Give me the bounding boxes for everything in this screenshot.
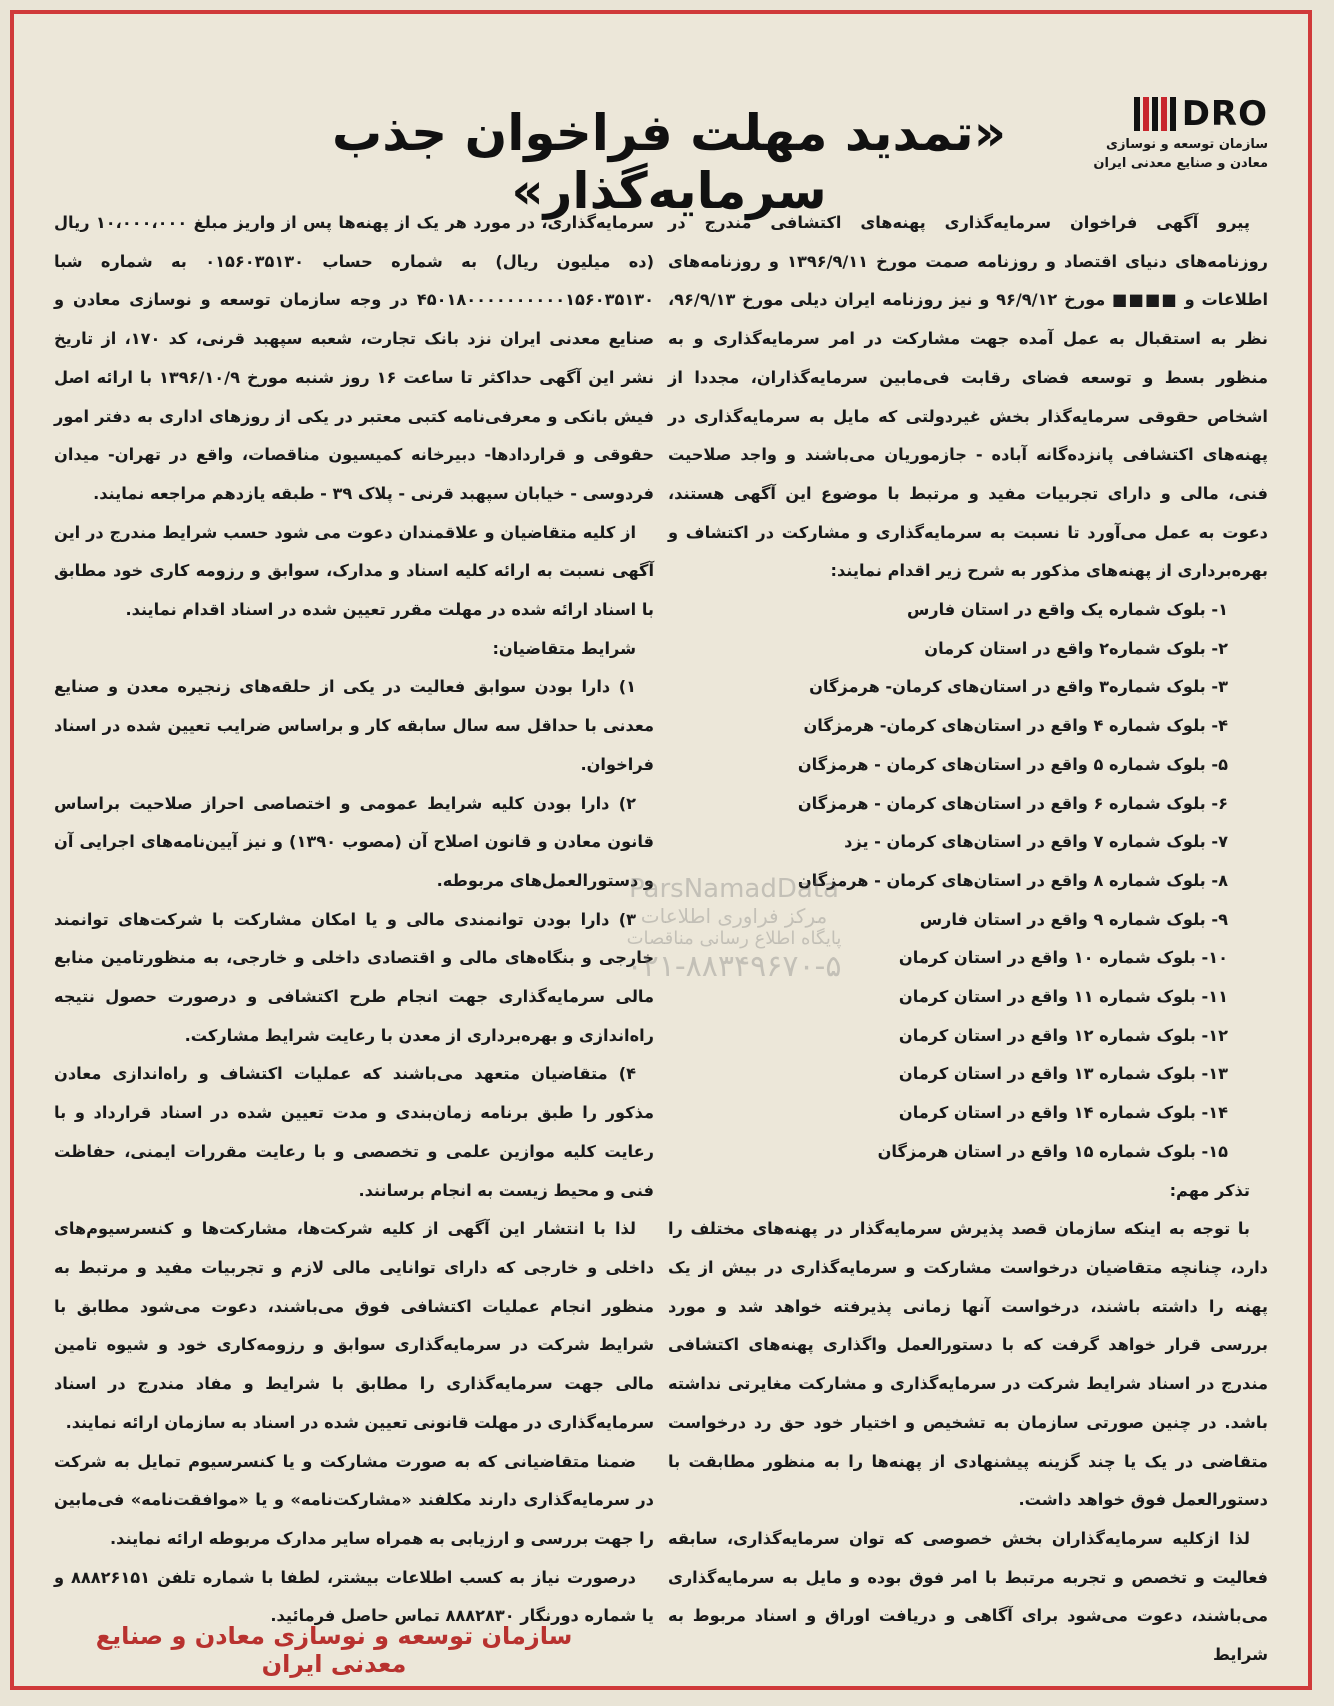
list-item: ۷- بلوک شماره ۷ واقع در استان‌های کرمان - یزد [844,832,1228,852]
note-heading: تذکر مهم: [1169,1180,1250,1200]
conditions-heading: شرایط متقاضیان: [492,638,636,658]
list-item: ۱- بلوک شماره یک واقع در استان فارس [906,600,1228,620]
list-item: ۱۰- بلوک شماره ۱۰ واقع در استان کرمان [898,948,1228,968]
invitation-paragraph: از کلیه متقاضیان و علاقمندان دعوت می شود حسب شرایط مندرج در این آگهی نسبت به ارائه کلیه اسناد و مدارک، سوابق و رزومه کاری خود مطابق با اسناد ارائه شده در مهلت مقرر تعیین شده در اسناد اقدام نمایند. [54,522,654,620]
list-item: ۱۵- بلوک شماره ۱۵ واقع در استان هرمزگان [877,1141,1228,1161]
list-item: ۵- بلوک شماره ۵ واقع در استان‌های کرمان - هرمزگان [797,754,1228,774]
call-paragraph: لذا با انتشار این آگهی از کلیه شرکت‌ها، مشارکت‌ها و کنسرسیوم‌های داخلی و خارجی که دارای توانایی مالی لازم و تجربیات مفید و مرتبط به منظور انجام عملیات اکتشافی فوق می‌باشند، دعوت می‌شود مطابق با شرایط شرکت در سرمایه‌گذاری سوابق و رزومه‌کاری خود و شیوه تامین مالی جهت سرمایه‌گذاری را مطابق با شرایط و مفاد مندرج در اسناد سرمایه‌گذاری در مهلت قانونی تعیین شده در اسناد به سازمان ارائه نمایند. [54,1219,654,1432]
header [14,74,1308,220]
condition-item: ۱) دارا بودن سوابق فعالیت در یکی از حلقه‌های زنجیره معدن و صنایع معدنی با حداقل سه سال سابقه کار و براساس ضرایب تعیین شده در اسناد فراخوان. [54,677,654,774]
left-column [54,204,654,1636]
block-list [668,591,1268,1172]
payment-paragraph: سرمایه‌گذاری، در مورد هر یک از پهنه‌ها پس از واریز مبلغ ۱۰،۰۰۰،۰۰۰ ریال (ده میلیون ریال) به شماره حساب ۰۱۵۶۰۳۵۱۳۰ به شماره شبا ۴۵۰۱۸۰۰۰۰۰۰۰۰۰۰۱۵۶۰۳۵۱۳۰ در وجه سازمان توسعه و نوسازی معادن و صنایع معدنی ایران نزد بانک تجارت، شعبه سپهبد قرنی، کد ۱۷۰، از تاریخ نشر این آگهی حداکثر تا ساعت ۱۶ روز شنبه مورخ ۱۳۹۶/۱۰/۹ با ارائه اصل فیش بانکی و معرفی‌نامه کتبی معتبر در یکی از روزهای اداری به دفتر امور حقوقی و قراردادها- دبیرخانه کمیسیون مناقصات، واقع در تهران- میدان فردوسی - خیابان سپهبد قرنی - پلاک ۳۹ - طبقه یازدهم مراجعه نمایند. [54,213,655,503]
contact-paragraph: درصورت نیاز به کسب اطلاعات بیشتر، لطفا با شماره تلفن ۸۸۸۲۶۱۵۱ و یا شماره دورنگار ۸۸۸۲۸۳۰ تماس حاصل فرمائید. [54,1567,654,1626]
list-item: ۸- بلوک شماره ۸ واقع در استان‌های کرمان - هرمزگان [797,870,1228,890]
page-title: «تمدید مهلت فراخوان جذب سرمایه‌گذار» [332,104,1006,220]
consortium-paragraph: ضمنا متقاضیانی که به صورت مشارکت و یا کنسرسیوم تمایل به شرکت در سرمایه‌گذاری دارند مکلفند «مشارکت‌نامه» و یا «موافقت‌نامه» فی‌مابین را جهت بررسی و ارزیابی به همراه سایر مدارک مربوطه ارائه نمایند. [54,1451,654,1548]
list-item: ۴- بلوک شماره ۴ واقع در استان‌های کرمان- هرمزگان [803,716,1228,736]
condition-item: ۳) دارا بودن توانمندی مالی و یا امکان مشارکت با شرکت‌های توانمند خارجی و بنگاه‌های مالی و اقتصادی داخلی و خارجی، به منظورتامین منابع مالی سرمایه‌گذاری جهت انجام طرح اکتشافی و درصورت حصول نتیجه راه‌اندازی و بهره‌برداری از معدن با رعایت شرایط مشارکت. [54,909,654,1045]
list-item: ۱۳- بلوک شماره ۱۳ واقع در استان کرمان [898,1064,1228,1084]
watermark-line2: پایگاه اطلاع رسانی مناقصات [626,928,842,949]
condition-item: ۴) متقاضیان متعهد می‌باشند که عملیات اکتشاف و راه‌اندازی معادن مذکور را طبق برنامه زمان‌بندی و مدت تعیین شده در اسناد قرارداد و با رعایت کلیه موازین علمی و تخصصی و با رعایت مقررات ایمنی، حفاظت فنی و محیط زیست به انجام برسانند. [54,1064,654,1200]
closing-paragraph: لذا ازکلیه سرمایه‌گذاران بخش خصوصی که توان سرمایه‌گذاری، سابقه فعالیت و تخصص و تجربه مرتبط با امر فوق بوده و مایل به سرمایه‌گذاری می‌باشند، دعوت می‌شود برای آگاهی و دریافت اوراق و اسناد مربوط به شرایط [668,1528,1268,1665]
intro-paragraph: پیرو آگهی فراخوان سرمایه‌گذاری پهنه‌های اکتشافی مندرج در روزنامه‌های دنیای اقتصاد و روزنامه صمت مورخ ۱۳۹۶/۹/۱۱ و روزنامه‌های اطلاعات و ■■■■ مورخ ۹۶/۹/۱۲ و نیز روزنامه ایران دیلی مورخ ۹۶/۹/۱۳، نظر به استقبال به عمل آمده جهت مشارکت در امر سرمایه‌گذاری و به منظور بسط و توسعه فضای رقابت فی‌مابین سرمایه‌گذاران، مجددا از اشخاص حقوقی سرمایه‌گذار بخش غیردولتی که مایل به سرمایه‌گذاری در پهنه‌های اکتشافی پانزده‌گانه آباده - جازموریان می‌باشند و واجد صلاحیت فنی، مالی و دارای تجربیات مفید و مرتبط با موضوع این آگهی هستند، دعوت به عمل می‌آورد تا نسبت به سرمایه‌گذاری و مشارکت در اکتشاف و بهره‌برداری از پهنه‌های مذکور به شرح زیر اقدام نمایند: [668,213,1268,581]
list-item: ۶- بلوک شماره ۶ واقع در استان‌های کرمان - هرمزگان [797,793,1228,813]
list-item: ۳- بلوک شماره۳ واقع در استان‌های کرمان- هرمزگان [809,677,1228,697]
advertisement-frame [10,10,1312,1690]
list-item: ۹- بلوک شماره ۹ واقع در استان فارس [919,909,1228,929]
logo-subtitle-line1: سازمان توسعه و نوسازی [1106,137,1268,152]
logo-brand: DRO [1181,94,1268,134]
watermark-brand: ParsNamadData [629,874,839,904]
condition-item: ۲) دارا بودن کلیه شرایط عمومی و اختصاصی احراز صلاحیت براساس قانون معادن و قانون اصلاح آن (مصوب ۱۳۹۰) و نیز آیین‌نامه‌های اجرایی آن و دستورالعمل‌های مربوطه. [54,793,654,890]
list-item: ۱۱- بلوک شماره ۱۱ واقع در استان کرمان [898,987,1228,1007]
list-item: ۱۲- بلوک شماره ۱۲ واقع در استان کرمان [898,1025,1228,1045]
logo-bars-icon [1134,97,1176,131]
right-column [668,204,1268,1675]
list-item: ۱۴- بلوک شماره ۱۴ واقع در استان کرمان [898,1103,1228,1123]
note-paragraph: با توجه به اینکه سازمان قصد پذیرش سرمایه‌گذار در پهنه‌های مختلف را دارد، چنانچه متقاضیان درخواست مشارکت و سرمایه‌گذاری در بیش از یک پهنه را داشته باشند، درخواست آنها زمانی پذیرفته خواهد شد و مورد بررسی قرار خواهد گرفت که با دستورالعمل واگذاری پهنه‌های اکتشافی مندرج در اسناد شرایط شرکت در سرمایه‌گذاری و مشارکت مغایرتی نداشته باشد. در چنین صورتی سازمان به تشخیص و اختیار خود حق رد درخواست متقاضی در یک یا چند گزینه پیشنهادی از پهنه‌ها را به منظور مطابقت با دستورالعمل فوق خواهد داشت. [668,1219,1268,1510]
logo-subtitle-line2: معادن و صنایع معدنی ایران [1093,156,1268,171]
footer-signature: سازمان توسعه و نوسازی معادن و صنایع معدنی ایران [95,1622,573,1678]
watermark-line1: مرکز فراوری اطلاعات [640,904,828,928]
watermark-phone: ۰۲۱-۸۸۳۴۹۶۷۰-۵ [626,949,842,984]
list-item: ۲- بلوک شماره۲ واقع در استان کرمان [924,638,1228,658]
